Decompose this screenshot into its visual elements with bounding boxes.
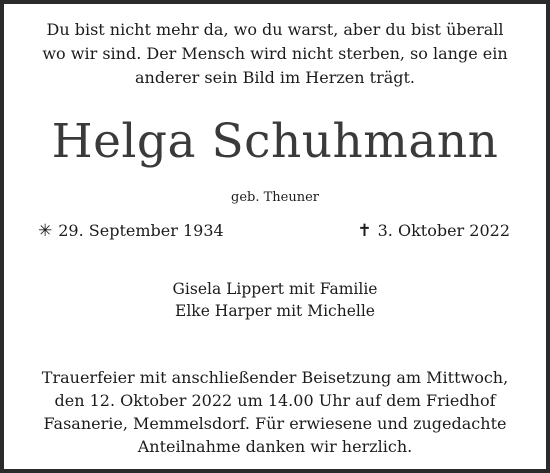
birth-date xyxy=(38,220,224,242)
death-date xyxy=(357,220,510,242)
ceremony-line: Fasanerie, Memmelsdorf. Für erwiesene und zugedachte xyxy=(43,414,507,433)
ceremony-line: den 12. Oktober 2022 um 14.00 Uhr auf dem Friedhof xyxy=(54,391,496,410)
poem-line: anderer sein Bild im Herzen trägt. xyxy=(134,68,416,87)
ceremony-line: Anteilnahme danken wir herzlich. xyxy=(137,437,413,456)
obituary-card xyxy=(4,4,546,469)
memorial-poem xyxy=(4,18,546,90)
ceremony-line: Trauerfeier mit anschließender Beisetzung am Mittwoch, xyxy=(41,368,509,387)
poem-line: Du bist nicht mehr da, wo du warst, aber du bist überall xyxy=(46,20,504,39)
mourner-line: Elke Harper mit Michelle xyxy=(175,302,375,320)
funeral-information xyxy=(4,366,546,458)
deceased-name: Helga Schuhmann xyxy=(51,114,499,169)
birth-date-text: 29. September 1934 xyxy=(58,221,224,240)
death-date-text: 3. Oktober 2022 xyxy=(377,221,510,240)
maiden-name: geb. Theuner xyxy=(231,190,319,205)
mourners-list xyxy=(4,278,546,322)
mourner-line: Gisela Lippert mit Familie xyxy=(172,280,378,298)
death-cross-icon: ✝ xyxy=(357,221,372,241)
poem-line: wo wir sind. Der Mensch wird nicht sterben, so lange ein xyxy=(42,44,508,63)
birth-star-icon: ✳ xyxy=(38,221,53,241)
